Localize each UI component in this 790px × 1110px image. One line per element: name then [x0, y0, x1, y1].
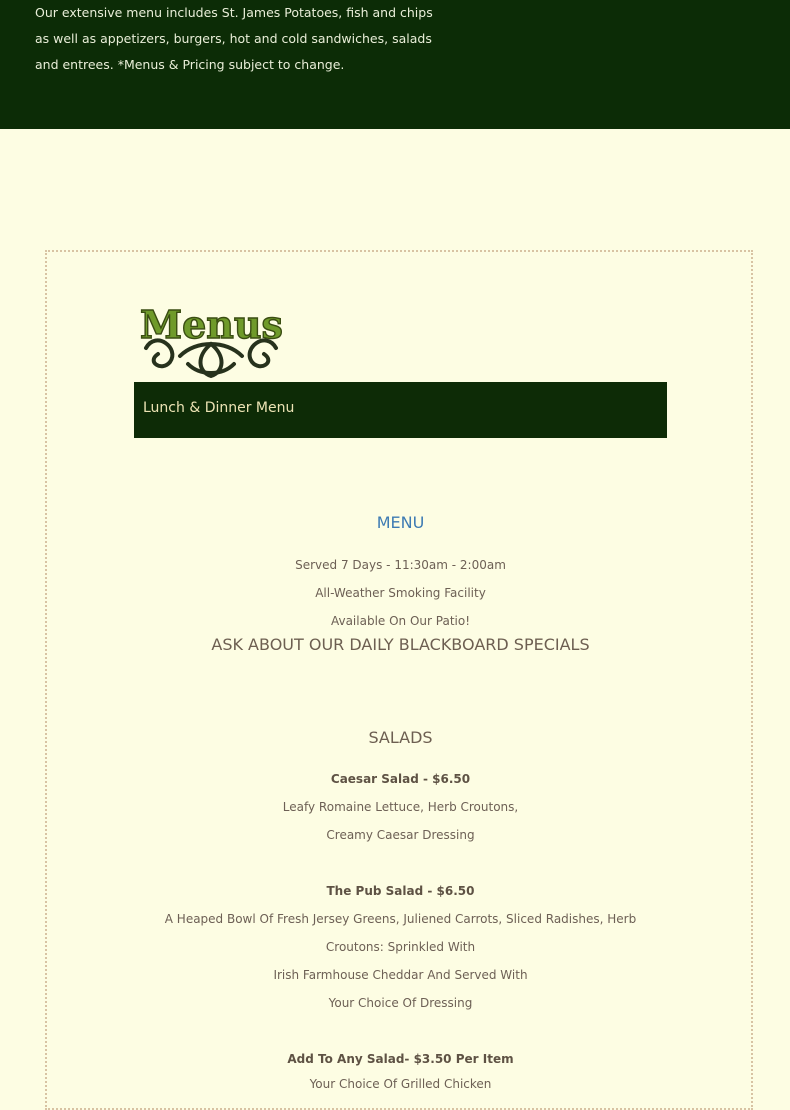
- salads-heading: SALADS: [368, 728, 433, 747]
- tab-lunch-dinner-menu[interactable]: Lunch & Dinner Menu: [143, 400, 295, 416]
- menus-logo-image: [136, 290, 286, 378]
- served-hours: Served 7 Days - 11:30am - 2:00am: [295, 558, 506, 572]
- specials-heading: ASK ABOUT OUR DAILY BLACKBOARD SPECIALS: [211, 635, 590, 654]
- menus-logo-text: Menus: [140, 302, 283, 347]
- pub-salad-desc-4: Your Choice Of Dressing: [328, 996, 473, 1010]
- caesar-salad-title: Caesar Salad - $6.50: [330, 772, 471, 786]
- caesar-salad-desc-1: Leafy Romaine Lettuce, Herb Croutons,: [282, 800, 519, 814]
- pub-salad-desc-3: Irish Farmhouse Cheddar And Served With: [273, 968, 528, 982]
- smoking-note: All-Weather Smoking Facility: [315, 586, 486, 600]
- menu-heading: MENU: [376, 513, 425, 532]
- pub-salad-desc-1: A Heaped Bowl Of Fresh Jersey Greens, Juliened Carrots, Sliced Radishes, Herb: [164, 912, 637, 926]
- menus-logo: [136, 290, 286, 378]
- menu-tabs: [134, 382, 667, 438]
- intro-banner: [0, 0, 790, 129]
- patio-note: Available On Our Patio!: [330, 614, 471, 628]
- pub-salad-title: The Pub Salad - $6.50: [326, 884, 475, 898]
- pub-salad-desc-2: Croutons: Sprinkled With: [325, 940, 476, 954]
- intro-text: Our extensive menu includes St. James Potatoes, fish and chips as well as appetizers, burgers, hot and cold sandwiches, salads and entrees. *Menus & Pricing subject to change.: [35, 5, 433, 72]
- addon-first-option: Your Choice Of Grilled Chicken: [309, 1077, 492, 1091]
- caesar-salad-desc-2: Creamy Caesar Dressing: [326, 828, 475, 842]
- addon-title: Add To Any Salad- $3.50 Per Item: [287, 1052, 514, 1066]
